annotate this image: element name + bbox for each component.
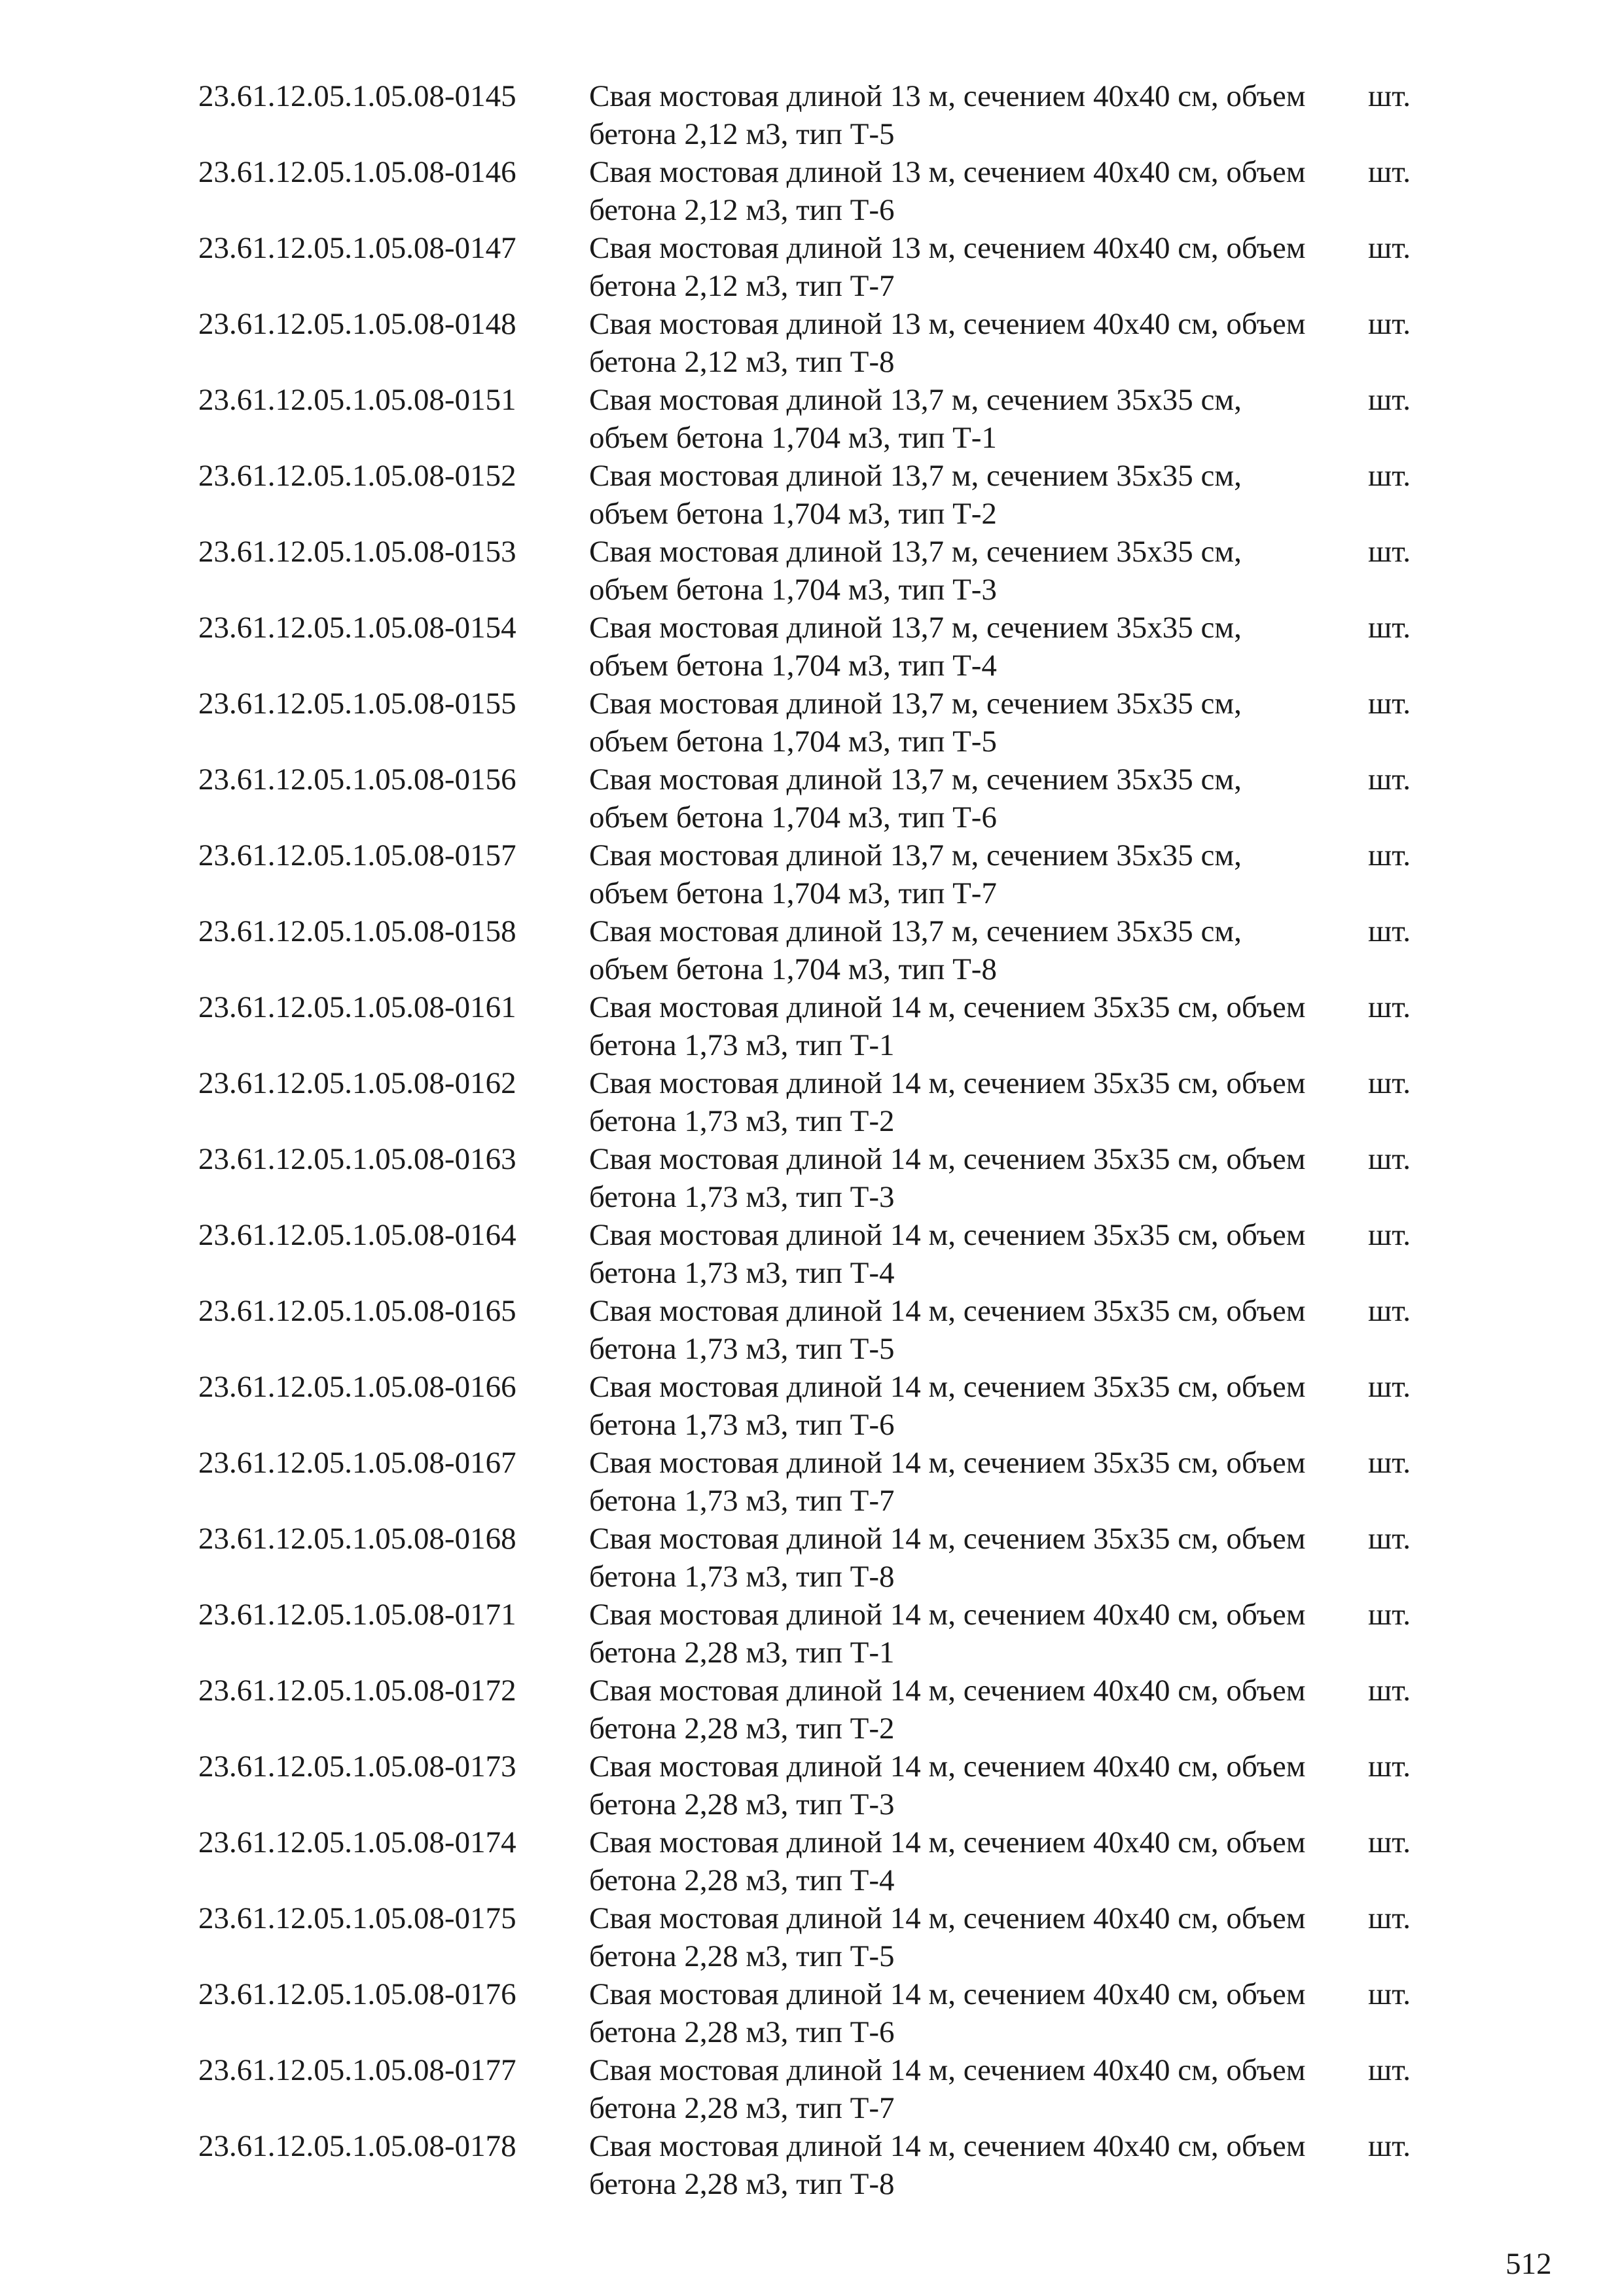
- description-line-2: бетона 2,12 м3, тип Т-7: [589, 269, 895, 303]
- table-row: [198, 836, 1429, 912]
- table-row: [198, 988, 1429, 1064]
- unit-of-measure: шт.: [1368, 1825, 1411, 1859]
- description-line-1: Свая мостовая длиной 13,7 м, сечением 35х35 см,: [589, 687, 1242, 721]
- resource-description: [589, 1216, 1326, 1292]
- description-line-1: Свая мостовая длиной 13,7 м, сечением 35х35 см,: [589, 611, 1242, 645]
- resource-description: [589, 1899, 1326, 1975]
- resource-description: [589, 1444, 1326, 1520]
- description-line-1: Свая мостовая длиной 14 м, сечением 35х35 см, объем: [589, 1294, 1306, 1328]
- description-line-1: Свая мостовая длиной 13,7 м, сечением 35х35 см,: [589, 914, 1242, 948]
- table-row: [198, 2051, 1429, 2127]
- resource-description: [589, 1064, 1326, 1140]
- unit-of-measure: шт.: [1368, 1218, 1411, 1252]
- resource-description: [589, 912, 1326, 988]
- resource-code: 23.61.12.05.1.05.08-0158: [198, 914, 516, 948]
- resource-code: 23.61.12.05.1.05.08-0161: [198, 990, 516, 1024]
- resource-description: [589, 381, 1326, 457]
- unit-of-measure: шт.: [1368, 307, 1411, 341]
- description-line-1: Свая мостовая длиной 13 м, сечением 40х40 см, объем: [589, 231, 1306, 265]
- unit-of-measure: шт.: [1368, 762, 1411, 797]
- resource-description: [589, 1672, 1326, 1748]
- table-row: [198, 1748, 1429, 1823]
- description-line-2: объем бетона 1,704 м3, тип Т-4: [589, 649, 997, 683]
- description-line-2: бетона 2,28 м3, тип Т-4: [589, 1863, 895, 1897]
- resource-description: [589, 836, 1326, 912]
- description-line-2: объем бетона 1,704 м3, тип Т-5: [589, 725, 997, 759]
- resource-code: 23.61.12.05.1.05.08-0164: [198, 1218, 516, 1252]
- unit-of-measure: шт.: [1368, 79, 1411, 113]
- resource-description: [589, 305, 1326, 381]
- description-line-1: Свая мостовая длиной 14 м, сечением 40х40 см, объем: [589, 2129, 1306, 2163]
- table-row: [198, 1444, 1429, 1520]
- resource-description: [589, 761, 1326, 836]
- resource-code: 23.61.12.05.1.05.08-0175: [198, 1901, 516, 1935]
- description-line-2: бетона 2,28 м3, тип Т-6: [589, 2015, 895, 2049]
- description-line-2: объем бетона 1,704 м3, тип Т-6: [589, 800, 997, 834]
- table-row: [198, 1596, 1429, 1672]
- unit-of-measure: шт.: [1368, 231, 1411, 265]
- unit-of-measure: шт.: [1368, 1142, 1411, 1176]
- description-line-1: Свая мостовая длиной 13 м, сечением 40х40 см, объем: [589, 79, 1306, 113]
- description-line-2: бетона 2,12 м3, тип Т-5: [589, 117, 895, 151]
- description-line-2: бетона 2,28 м3, тип Т-5: [589, 1939, 895, 1973]
- resource-code: 23.61.12.05.1.05.08-0177: [198, 2053, 516, 2087]
- table-row: [198, 305, 1429, 381]
- description-line-2: бетона 1,73 м3, тип Т-1: [589, 1028, 895, 1062]
- resource-code: 23.61.12.05.1.05.08-0178: [198, 2129, 516, 2163]
- resource-code: 23.61.12.05.1.05.08-0148: [198, 307, 516, 341]
- table-row: [198, 912, 1429, 988]
- description-line-2: бетона 2,28 м3, тип Т-3: [589, 1787, 895, 1821]
- table-row: [198, 609, 1429, 685]
- description-line-1: Свая мостовая длиной 13,7 м, сечением 35х35 см,: [589, 459, 1242, 493]
- resource-description: [589, 2051, 1326, 2127]
- unit-of-measure: шт.: [1368, 1901, 1411, 1935]
- table-row: [198, 1368, 1429, 1444]
- description-line-1: Свая мостовая длиной 14 м, сечением 35х35 см, объем: [589, 990, 1306, 1024]
- resource-code: 23.61.12.05.1.05.08-0173: [198, 1749, 516, 1784]
- resource-code: 23.61.12.05.1.05.08-0152: [198, 459, 516, 493]
- description-line-1: Свая мостовая длиной 14 м, сечением 40х40 см, объем: [589, 1901, 1306, 1935]
- resource-description: [589, 457, 1326, 533]
- resource-code: 23.61.12.05.1.05.08-0154: [198, 611, 516, 645]
- description-line-1: Свая мостовая длиной 14 м, сечением 35х35 см, объем: [589, 1066, 1306, 1100]
- resource-description: [589, 1520, 1326, 1596]
- resource-code: 23.61.12.05.1.05.08-0167: [198, 1446, 516, 1480]
- resource-code: 23.61.12.05.1.05.08-0165: [198, 1294, 516, 1328]
- table-row: [198, 457, 1429, 533]
- unit-of-measure: шт.: [1368, 1066, 1411, 1100]
- unit-of-measure: шт.: [1368, 687, 1411, 721]
- unit-of-measure: шт.: [1368, 2129, 1411, 2163]
- unit-of-measure: шт.: [1368, 383, 1411, 417]
- table-row: [198, 533, 1429, 609]
- description-line-1: Свая мостовая длиной 14 м, сечением 40х40 см, объем: [589, 1674, 1306, 1708]
- description-line-1: Свая мостовая длиной 14 м, сечением 40х40 см, объем: [589, 1977, 1306, 2011]
- table-row: [198, 1899, 1429, 1975]
- description-line-1: Свая мостовая длиной 14 м, сечением 35х35 см, объем: [589, 1370, 1306, 1404]
- description-line-1: Свая мостовая длиной 13,7 м, сечением 35х35 см,: [589, 838, 1242, 872]
- resource-description: [589, 1975, 1326, 2051]
- resource-code: 23.61.12.05.1.05.08-0157: [198, 838, 516, 872]
- resource-code: 23.61.12.05.1.05.08-0155: [198, 687, 516, 721]
- unit-of-measure: шт.: [1368, 155, 1411, 189]
- unit-of-measure: шт.: [1368, 1446, 1411, 1480]
- resource-code: 23.61.12.05.1.05.08-0176: [198, 1977, 516, 2011]
- description-line-1: Свая мостовая длиной 14 м, сечением 35х35 см, объем: [589, 1446, 1306, 1480]
- description-line-1: Свая мостовая длиной 13 м, сечением 40х40 см, объем: [589, 155, 1306, 189]
- description-line-2: бетона 1,73 м3, тип Т-7: [589, 1484, 895, 1518]
- unit-of-measure: шт.: [1368, 535, 1411, 569]
- description-line-1: Свая мостовая длиной 13 м, сечением 40х40 см, объем: [589, 307, 1306, 341]
- table-row: [198, 1216, 1429, 1292]
- resource-description: [589, 153, 1326, 229]
- page-number: 512: [1506, 2247, 1552, 2281]
- description-line-2: бетона 2,12 м3, тип Т-6: [589, 193, 895, 227]
- resource-description: [589, 533, 1326, 609]
- unit-of-measure: шт.: [1368, 1598, 1411, 1632]
- resource-code: 23.61.12.05.1.05.08-0145: [198, 79, 516, 113]
- table-row: [198, 1292, 1429, 1368]
- unit-of-measure: шт.: [1368, 1522, 1411, 1556]
- resource-description: [589, 685, 1326, 761]
- description-line-2: объем бетона 1,704 м3, тип Т-7: [589, 876, 997, 910]
- resource-description: [589, 1140, 1326, 1216]
- unit-of-measure: шт.: [1368, 1674, 1411, 1708]
- description-line-1: Свая мостовая длиной 14 м, сечением 40х40 см, объем: [589, 1749, 1306, 1784]
- resource-description: [589, 77, 1326, 153]
- table-row: [198, 761, 1429, 836]
- resource-code: 23.61.12.05.1.05.08-0171: [198, 1598, 516, 1632]
- description-line-1: Свая мостовая длиной 14 м, сечением 35х35 см, объем: [589, 1218, 1306, 1252]
- description-line-2: объем бетона 1,704 м3, тип Т-1: [589, 421, 997, 455]
- resource-code: 23.61.12.05.1.05.08-0151: [198, 383, 516, 417]
- resource-code: 23.61.12.05.1.05.08-0146: [198, 155, 516, 189]
- table-row: [198, 381, 1429, 457]
- resource-description: [589, 609, 1326, 685]
- resource-code: 23.61.12.05.1.05.08-0174: [198, 1825, 516, 1859]
- resource-description: [589, 1368, 1326, 1444]
- resource-description: [589, 1823, 1326, 1899]
- unit-of-measure: шт.: [1368, 1370, 1411, 1404]
- description-line-2: бетона 1,73 м3, тип Т-8: [589, 1560, 895, 1594]
- table-row: [198, 2127, 1429, 2203]
- description-line-2: бетона 2,28 м3, тип Т-1: [589, 1636, 895, 1670]
- resource-code: 23.61.12.05.1.05.08-0168: [198, 1522, 516, 1556]
- description-line-2: бетона 1,73 м3, тип Т-6: [589, 1408, 895, 1442]
- unit-of-measure: шт.: [1368, 1749, 1411, 1784]
- table-row: [198, 1672, 1429, 1748]
- resource-code: 23.61.12.05.1.05.08-0147: [198, 231, 516, 265]
- description-line-2: объем бетона 1,704 м3, тип Т-3: [589, 573, 997, 607]
- resource-code: 23.61.12.05.1.05.08-0153: [198, 535, 516, 569]
- resource-description: [589, 1292, 1326, 1368]
- description-line-2: бетона 1,73 м3, тип Т-2: [589, 1104, 895, 1138]
- description-line-2: бетона 1,73 м3, тип Т-5: [589, 1332, 895, 1366]
- description-line-2: бетона 2,28 м3, тип Т-7: [589, 2091, 895, 2125]
- resource-table: [198, 77, 1429, 2203]
- description-line-1: Свая мостовая длиной 13,7 м, сечением 35х35 см,: [589, 762, 1242, 797]
- unit-of-measure: шт.: [1368, 914, 1411, 948]
- description-line-1: Свая мостовая длиной 14 м, сечением 35х35 см, объем: [589, 1522, 1306, 1556]
- resource-code: 23.61.12.05.1.05.08-0156: [198, 762, 516, 797]
- table-row: [198, 229, 1429, 305]
- unit-of-measure: шт.: [1368, 1294, 1411, 1328]
- unit-of-measure: шт.: [1368, 1977, 1411, 2011]
- table-row: [198, 1823, 1429, 1899]
- description-line-1: Свая мостовая длиной 13,7 м, сечением 35х35 см,: [589, 383, 1242, 417]
- table-row: [198, 153, 1429, 229]
- unit-of-measure: шт.: [1368, 838, 1411, 872]
- table-row: [198, 685, 1429, 761]
- resource-code: 23.61.12.05.1.05.08-0166: [198, 1370, 516, 1404]
- description-line-1: Свая мостовая длиной 13,7 м, сечением 35х35 см,: [589, 535, 1242, 569]
- resource-description: [589, 988, 1326, 1064]
- description-line-1: Свая мостовая длиной 14 м, сечением 35х35 см, объем: [589, 1142, 1306, 1176]
- description-line-2: объем бетона 1,704 м3, тип Т-2: [589, 497, 997, 531]
- description-line-2: бетона 2,28 м3, тип Т-8: [589, 2167, 895, 2201]
- table-row: [198, 1140, 1429, 1216]
- resource-description: [589, 1596, 1326, 1672]
- table-row: [198, 1975, 1429, 2051]
- description-line-2: бетона 1,73 м3, тип Т-4: [589, 1256, 895, 1290]
- description-line-1: Свая мостовая длиной 14 м, сечением 40х40 см, объем: [589, 1598, 1306, 1632]
- unit-of-measure: шт.: [1368, 2053, 1411, 2087]
- description-line-2: бетона 1,73 м3, тип Т-3: [589, 1180, 895, 1214]
- resource-description: [589, 1748, 1326, 1823]
- resource-description: [589, 2127, 1326, 2203]
- description-line-1: Свая мостовая длиной 14 м, сечением 40х40 см, объем: [589, 1825, 1306, 1859]
- resource-code: 23.61.12.05.1.05.08-0172: [198, 1674, 516, 1708]
- table-row: [198, 1064, 1429, 1140]
- description-line-2: объем бетона 1,704 м3, тип Т-8: [589, 952, 997, 986]
- resource-code: 23.61.12.05.1.05.08-0163: [198, 1142, 516, 1176]
- unit-of-measure: шт.: [1368, 459, 1411, 493]
- resource-description: [589, 229, 1326, 305]
- table-row: [198, 77, 1429, 153]
- description-line-2: бетона 2,28 м3, тип Т-2: [589, 1712, 895, 1746]
- unit-of-measure: шт.: [1368, 990, 1411, 1024]
- description-line-1: Свая мостовая длиной 14 м, сечением 40х40 см, объем: [589, 2053, 1306, 2087]
- description-line-2: бетона 2,12 м3, тип Т-8: [589, 345, 895, 379]
- unit-of-measure: шт.: [1368, 611, 1411, 645]
- resource-code: 23.61.12.05.1.05.08-0162: [198, 1066, 516, 1100]
- table-row: [198, 1520, 1429, 1596]
